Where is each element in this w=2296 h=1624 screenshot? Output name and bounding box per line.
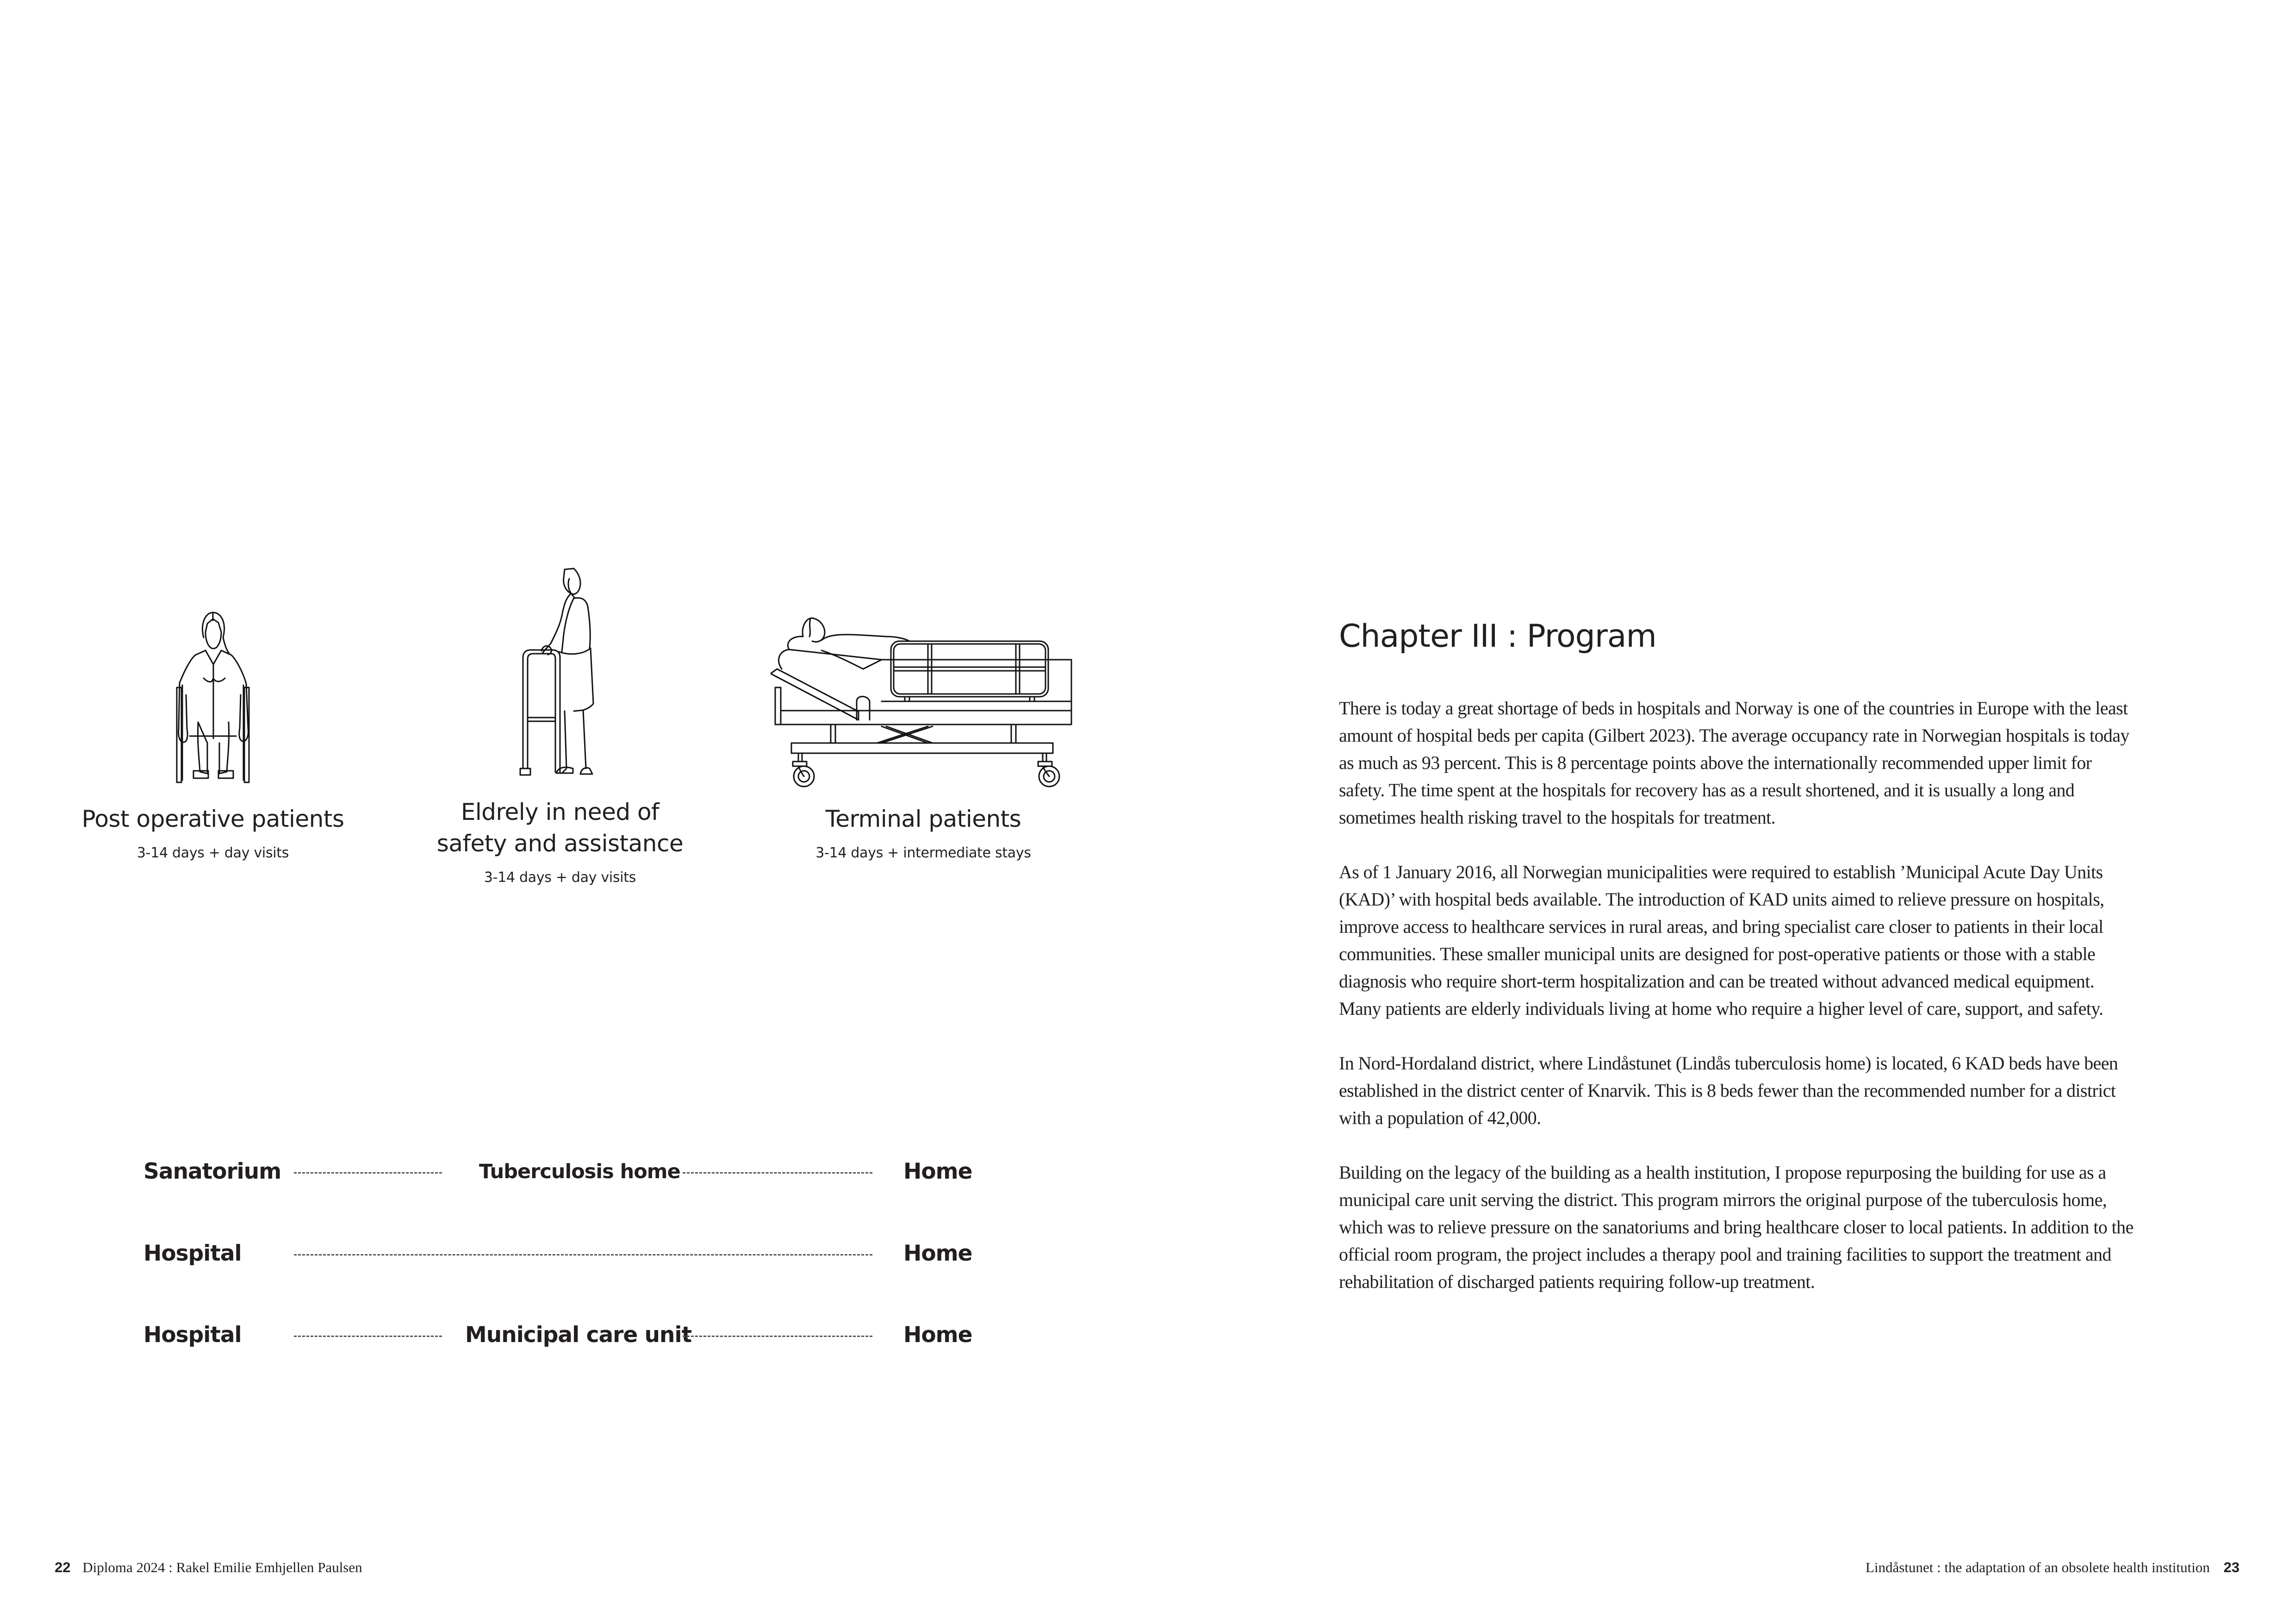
flow-from: Hospital [143, 1241, 242, 1266]
figure-duration: 3-14 days + day visits [137, 845, 289, 861]
left-footer [55, 1558, 362, 1577]
flow-row [143, 1319, 977, 1351]
figure-title: Terminal patients [825, 806, 1021, 832]
right-footer [1866, 1558, 2240, 1577]
figure-duration: 3-14 days + intermediate stays [815, 845, 1031, 861]
flow-from: Sanatorium [143, 1159, 281, 1184]
figure-title-line-1: Eldrely in need of [460, 799, 660, 825]
figure-terminal [750, 604, 1097, 861]
flow-via: Tuberculosis home [479, 1160, 680, 1183]
flow-to: Home [903, 1159, 972, 1184]
flow-to: Home [903, 1322, 972, 1348]
chapter-title: Chapter III : Program [1339, 618, 1656, 655]
flow-row [143, 1237, 977, 1270]
paragraph: In Nord-Hordaland district, where Lindåstunet (Lindås tuberculosis home) is located, 6 KAD beds have been established in the district center of Knarvik. This is 8 beds fewer than the recommended number for a district with a population of 42,000. [1339, 1053, 2118, 1128]
footer-title: Lindåstunet : the adaptation of an obsolete health institution [1865, 1559, 2210, 1575]
flow-to: Home [903, 1241, 972, 1266]
figure-title [417, 796, 703, 859]
paragraph: As of 1 January 2016, all Norwegian municipalities were required to establish ’Municipal Acute Day Units (KAD)’ with hospital beds available. The introduction of KAD units aimed to relieve pressure on hospitals, improve access to healthcare services in rural areas, and bring specialist care closer to patients in their local communities. These smaller municipal units are designed for post-operative patients or those with a stable diagnosis who require short-term hospitalization and can be treated without advanced medical equipment. Many patients are elderly individuals living at home who require a higher level of care, support, and safety. [1339, 862, 2104, 1019]
elderly-walker-icon [504, 565, 616, 782]
figure-post-operative [74, 604, 352, 861]
body-text [1339, 694, 2135, 1323]
wheelchair-patient-icon [157, 604, 268, 789]
flow-connector [294, 1336, 442, 1337]
footer-author: Diploma 2024 : Rakel Emilie Emhjellen Paulsen [82, 1559, 362, 1575]
flow-via: Municipal care unit [465, 1322, 692, 1348]
figure-title-line-2: safety and assistance [436, 830, 684, 857]
figure-title: Post operative patients [81, 806, 344, 832]
figure-duration: 3-14 days + day visits [484, 869, 636, 886]
page-number: 23 [2223, 1559, 2240, 1575]
paragraph: There is today a great shortage of beds in hospitals and Norway is one of the countries in Europe with the least amount of hospital beds per capita (Gilbert 2023). The average occupancy rate in Norwegian hospitals is today as much as 93 percent. This is 8 percentage points above the internationally recommended upper limit for safety. The time spent at the hospitals for recovery has as a result shortened, and it is usually a long and sometimes health risking travel to the hospitals for treatment. [1339, 698, 2129, 828]
page-number: 22 [55, 1559, 71, 1575]
flow-from: Hospital [143, 1322, 242, 1348]
flow-row [143, 1156, 977, 1188]
hospital-bed-patient-icon [771, 604, 1076, 789]
paragraph: Building on the legacy of the building as a health institution, I propose repurposing the building for use as a municipal care unit serving the district. This program mirrors the original purpose of the tuberculosis home, which was to relieve pressure on the sanatoriums and bring healthcare closer to local patients. In addition to the official room program, the project includes a therapy pool and training facilities to support the treatment and rehabilitation of discharged patients requiring follow-up treatment. [1339, 1162, 2134, 1292]
flow-connector [294, 1254, 872, 1255]
figure-elderly [417, 565, 703, 886]
flow-connector [683, 1172, 872, 1174]
flow-connector [683, 1336, 872, 1337]
flow-connector [294, 1172, 442, 1174]
